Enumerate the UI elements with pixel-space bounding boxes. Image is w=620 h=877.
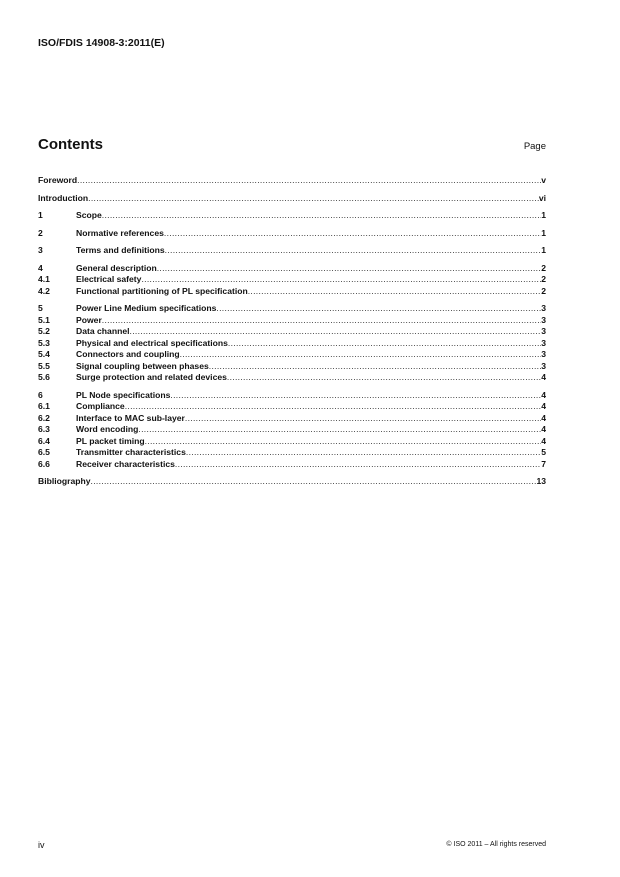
toc-leader-dots bbox=[157, 263, 542, 275]
toc-entry-number: 6.2 bbox=[38, 412, 50, 423]
toc-entry-title: Word encoding bbox=[76, 424, 139, 434]
toc-entry-page: 4 bbox=[541, 412, 546, 423]
toc-entry-title: Power bbox=[76, 314, 102, 325]
toc-entry[interactable] bbox=[38, 274, 546, 286]
toc-entry-number: 5.2 bbox=[38, 326, 50, 336]
toc-entry[interactable] bbox=[38, 263, 546, 275]
toc-entry[interactable] bbox=[38, 372, 546, 384]
toc-leader-dots bbox=[170, 390, 541, 402]
toc-entry-page: 3 bbox=[541, 303, 546, 313]
toc-entry-title: Introduction bbox=[38, 192, 89, 203]
toc-entry-number: 6.4 bbox=[38, 435, 50, 446]
toc-entry-page: 3 bbox=[541, 349, 546, 359]
toc-entry-title: Normative references bbox=[76, 227, 164, 238]
toc-leader-dots bbox=[102, 210, 541, 222]
toc-entry-number: 3 bbox=[38, 245, 43, 255]
toc-entry[interactable] bbox=[38, 459, 546, 471]
toc-entry[interactable] bbox=[38, 228, 546, 240]
toc-entry-title: Receiver characteristics bbox=[76, 458, 175, 469]
toc-entry-page: 1 bbox=[541, 210, 546, 220]
toc-entry[interactable] bbox=[38, 193, 546, 205]
toc-entry-title: Electrical safety bbox=[76, 274, 142, 284]
toc-entry-number: 6 bbox=[38, 389, 43, 400]
toc-entry-title: Physical and electrical specifications bbox=[76, 337, 228, 348]
toc-leader-dots bbox=[165, 245, 542, 257]
toc-entry-title: General description bbox=[76, 262, 157, 273]
toc-entry-page: 4 bbox=[541, 401, 546, 411]
toc-entry-page: 4 bbox=[541, 424, 546, 434]
toc-entry[interactable] bbox=[38, 401, 546, 413]
toc-entry-number: 4 bbox=[38, 262, 43, 273]
toc-entry[interactable] bbox=[38, 175, 546, 187]
toc-entry-title: Power Line Medium specifications bbox=[76, 303, 217, 313]
toc-entry[interactable] bbox=[38, 413, 546, 425]
toc-entry-number: 2 bbox=[38, 227, 43, 238]
toc-entry-number: 6.6 bbox=[38, 458, 50, 469]
toc-entry-page: vi bbox=[538, 192, 546, 203]
contents-title: Contents bbox=[38, 136, 103, 153]
toc-entry-title: Signal coupling between phases bbox=[76, 360, 209, 371]
toc-leader-dots bbox=[186, 447, 541, 459]
toc-entry-page: 1 bbox=[541, 227, 546, 238]
toc-entry-page: 3 bbox=[541, 314, 546, 325]
toc-entry-number: 6.3 bbox=[38, 424, 50, 434]
toc-entry[interactable] bbox=[38, 349, 546, 361]
toc-entry-page: 2 bbox=[541, 285, 546, 296]
toc-entry-title: Surge protection and related devices bbox=[76, 372, 227, 382]
toc-entry-page: 4 bbox=[541, 372, 546, 382]
toc-entry-page: 5 bbox=[541, 447, 546, 457]
toc-entry-title: PL Node specifications bbox=[76, 389, 171, 400]
toc-entry[interactable] bbox=[38, 390, 546, 402]
toc-entry-title: Scope bbox=[76, 210, 102, 220]
toc-entry-title: Connectors and coupling bbox=[76, 349, 180, 359]
toc-entry-title: Interface to MAC sub-layer bbox=[76, 412, 185, 423]
toc-leader-dots bbox=[77, 175, 541, 187]
toc-leader-dots bbox=[130, 326, 542, 338]
toc-entry-title: Compliance bbox=[76, 401, 125, 411]
toc-entry-number: 1 bbox=[38, 210, 43, 220]
toc-leader-dots bbox=[145, 436, 542, 448]
toc-entry-page: 13 bbox=[536, 476, 546, 486]
toc-leader-dots bbox=[164, 228, 541, 240]
toc-leader-dots bbox=[125, 401, 542, 413]
toc-entry-number: 5.6 bbox=[38, 372, 50, 382]
toc-leader-dots bbox=[141, 274, 541, 286]
toc-entry-page: 4 bbox=[541, 389, 546, 400]
toc-entry-number: 6.5 bbox=[38, 447, 50, 457]
toc-leader-dots bbox=[138, 424, 541, 436]
toc-entry-title: Terms and definitions bbox=[76, 245, 165, 255]
toc-entry-page: 3 bbox=[541, 326, 546, 336]
page-column-label: Page bbox=[523, 141, 546, 152]
toc-entry[interactable] bbox=[38, 436, 546, 448]
toc-entry-number: 5.3 bbox=[38, 337, 50, 348]
toc-leader-dots bbox=[227, 372, 541, 384]
toc-entry-number: 4.1 bbox=[38, 274, 50, 284]
toc-leader-dots bbox=[180, 349, 542, 361]
toc-entry-page: 2 bbox=[541, 274, 546, 284]
toc-entry[interactable] bbox=[38, 361, 546, 373]
toc-entry[interactable] bbox=[38, 476, 546, 488]
toc-entry-title: Foreword bbox=[38, 175, 78, 185]
toc-leader-dots bbox=[102, 315, 541, 327]
footer-page-number: iv bbox=[38, 840, 45, 850]
toc-entry-page: 1 bbox=[541, 245, 546, 255]
toc-entry-page: v bbox=[541, 175, 546, 185]
toc-entry-title: PL packet timing bbox=[76, 435, 145, 446]
toc-entry-title: Transmitter characteristics bbox=[76, 447, 186, 457]
toc-entry-number: 5 bbox=[38, 303, 43, 313]
toc-entry-page: 3 bbox=[541, 337, 546, 348]
toc-entry-page: 7 bbox=[541, 458, 546, 469]
toc-entry[interactable] bbox=[38, 338, 546, 350]
table-of-contents bbox=[38, 175, 546, 488]
toc-leader-dots bbox=[185, 413, 541, 425]
toc-entry-page: 2 bbox=[541, 262, 546, 273]
toc-entry[interactable] bbox=[38, 424, 546, 436]
toc-leader-dots bbox=[228, 338, 541, 350]
toc-entry-title: Bibliography bbox=[38, 476, 91, 486]
toc-leader-dots bbox=[209, 361, 541, 373]
toc-entry-page: 4 bbox=[541, 435, 546, 446]
toc-leader-dots bbox=[91, 476, 537, 488]
toc-entry[interactable] bbox=[38, 447, 546, 459]
toc-entry[interactable] bbox=[38, 286, 546, 298]
toc-entry-number: 5.5 bbox=[38, 360, 50, 371]
document-id: ISO/FDIS 14908-3:2011(E) bbox=[38, 37, 165, 49]
toc-entry-title: Data channel bbox=[76, 326, 130, 336]
toc-entry[interactable] bbox=[38, 326, 546, 338]
toc-entry-number: 6.1 bbox=[38, 401, 50, 411]
toc-entry-number: 5.1 bbox=[38, 314, 50, 325]
toc-leader-dots bbox=[175, 459, 541, 471]
toc-entry[interactable] bbox=[38, 303, 546, 315]
toc-entry-number: 5.4 bbox=[38, 349, 50, 359]
toc-entry[interactable] bbox=[38, 245, 546, 257]
toc-entry[interactable] bbox=[38, 315, 546, 327]
toc-leader-dots bbox=[88, 193, 539, 205]
toc-entry-page: 3 bbox=[541, 360, 546, 371]
toc-leader-dots bbox=[248, 286, 541, 298]
toc-entry[interactable] bbox=[38, 210, 546, 222]
toc-entry-title: Functional partitioning of PL specification bbox=[76, 285, 248, 296]
toc-entry-number: 4.2 bbox=[38, 285, 50, 296]
footer-copyright: © ISO 2011 – All rights reserved bbox=[446, 841, 546, 848]
toc-leader-dots bbox=[216, 303, 541, 315]
